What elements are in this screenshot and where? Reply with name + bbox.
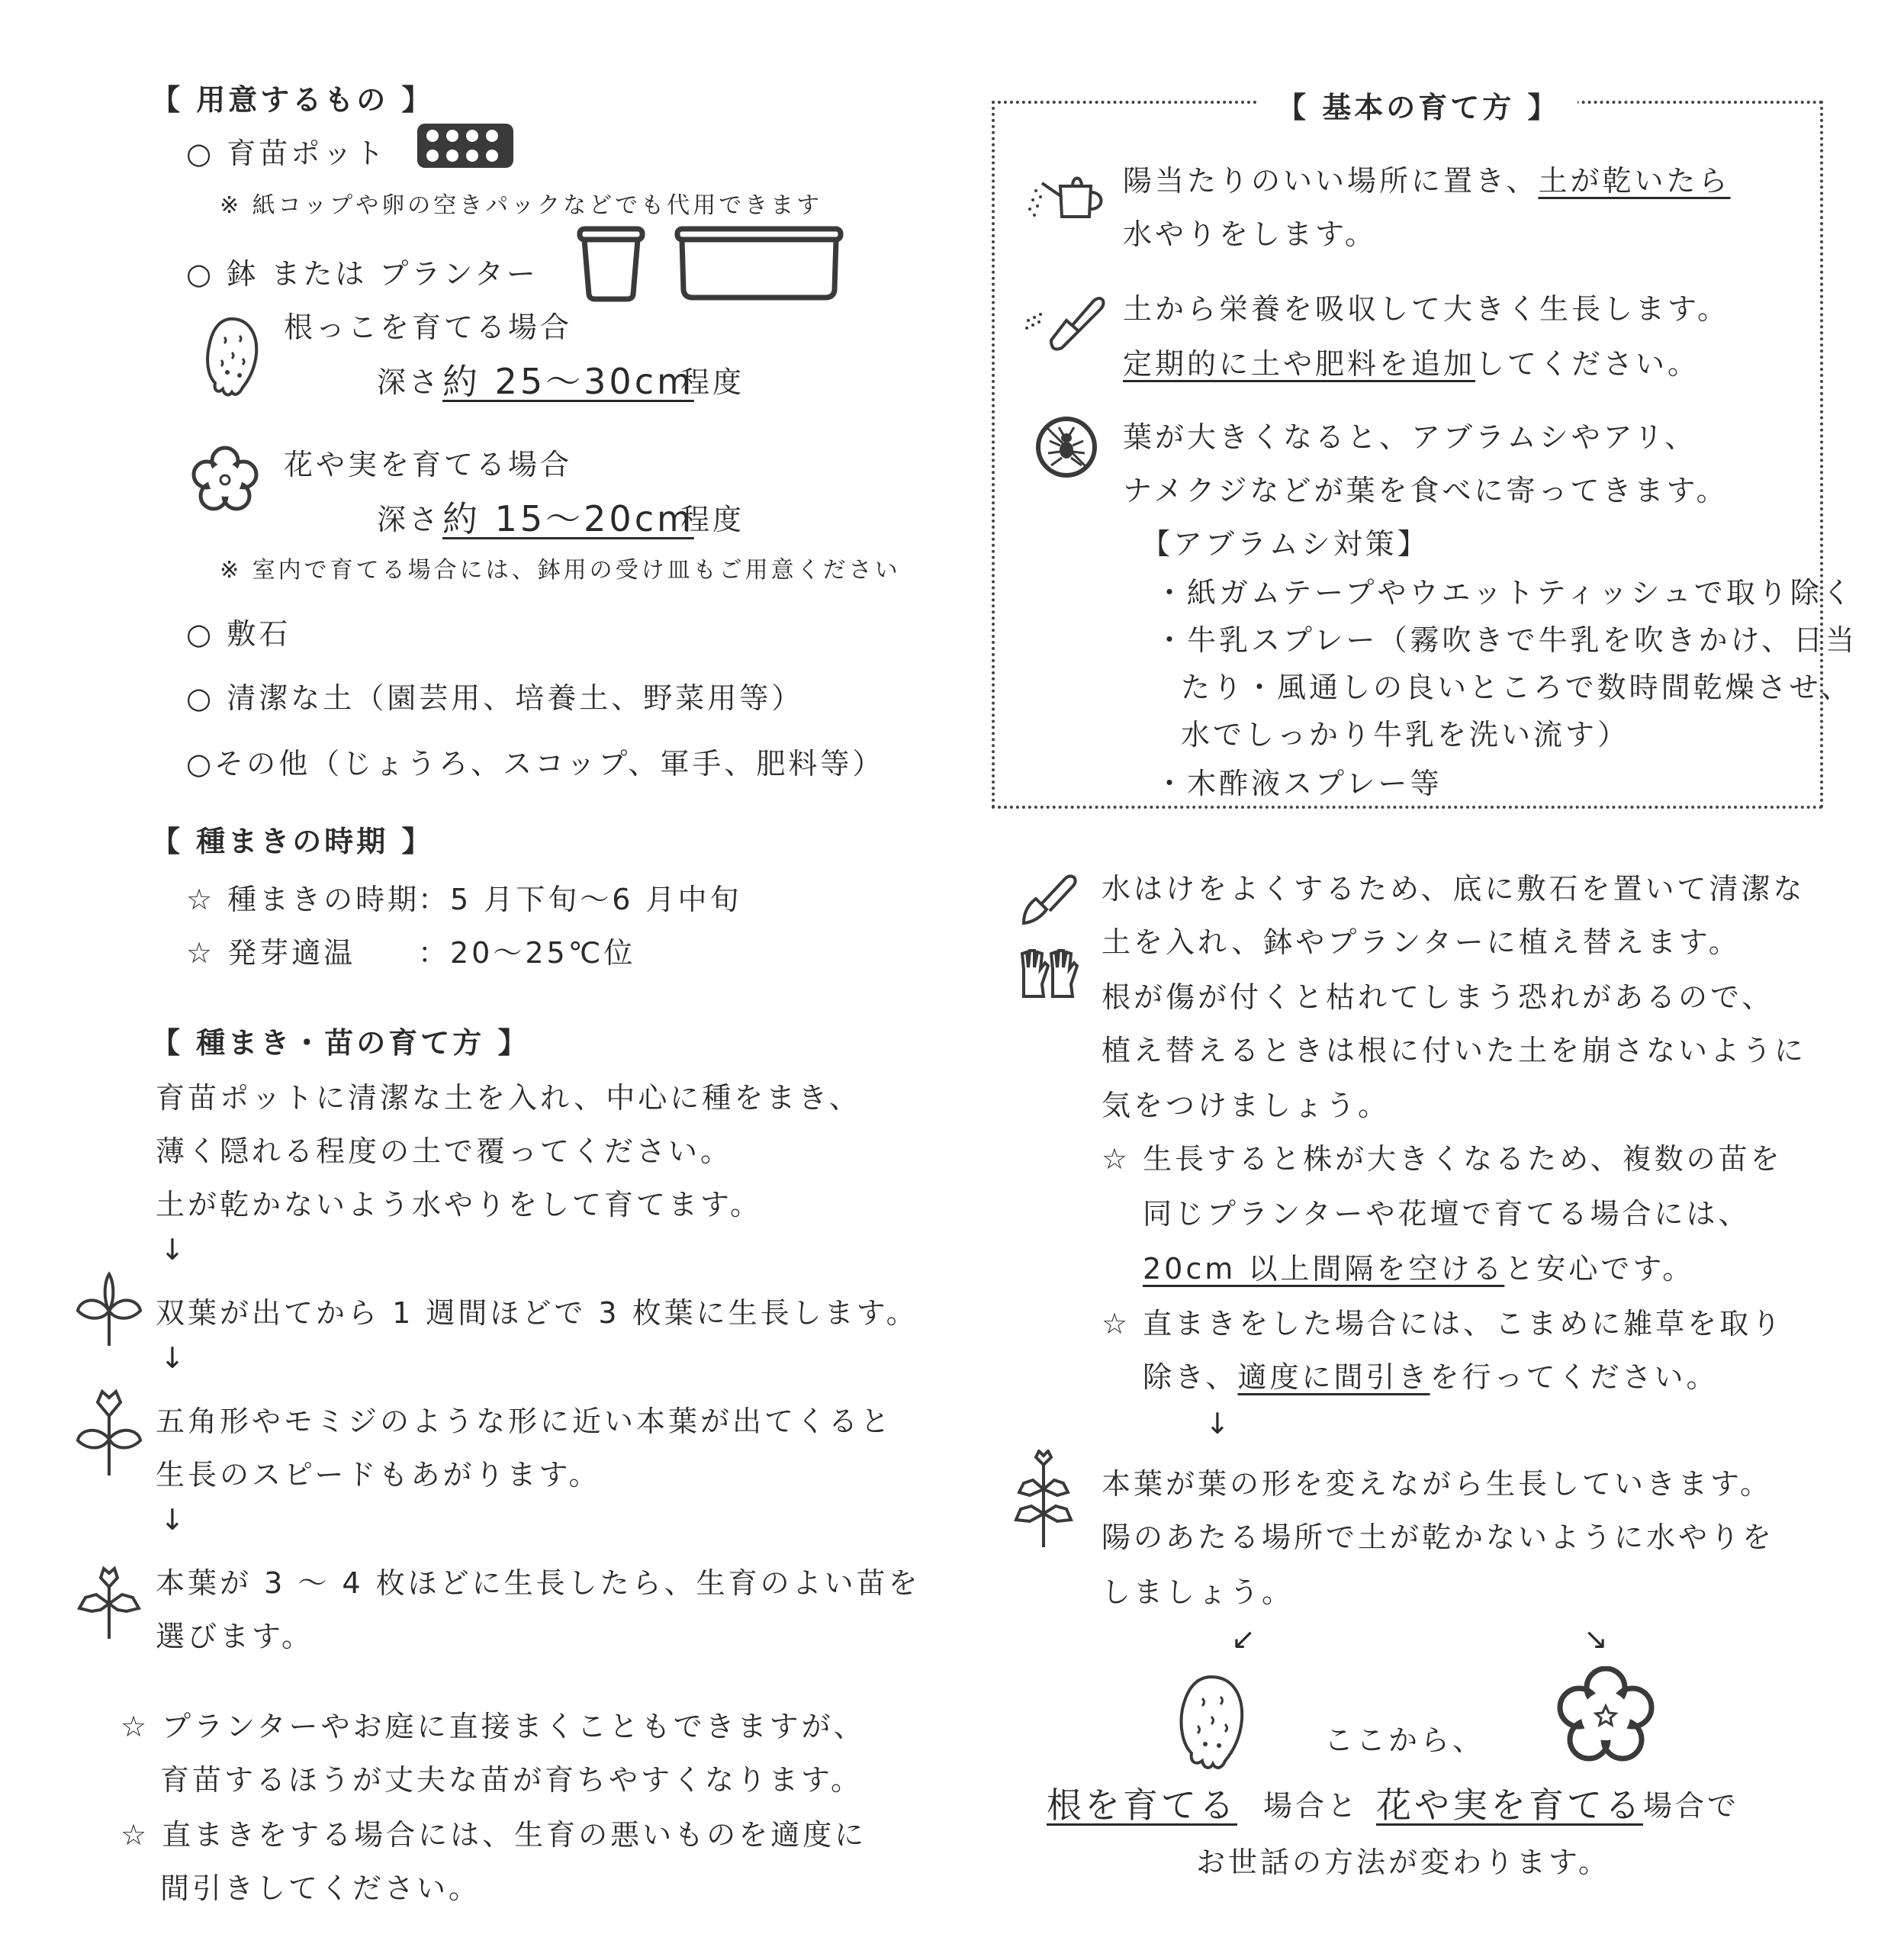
root-care-emphasis: 根を育てる <box>1047 1784 1237 1826</box>
arrow-down-left: ↙ <box>1231 1622 1259 1656</box>
seedling-line-3: 土が乾かないよう水やりをして育てます。 <box>156 1188 762 1221</box>
note-2-line-1: ☆ 直まきをする場合には、生育の悪いものを適度に <box>121 1818 867 1852</box>
item-stones: ○ 敷石 <box>186 617 291 651</box>
down-arrow-2: ↓ <box>160 1341 188 1375</box>
seedling-line-2: 薄く隠れる程度の土で覆ってください。 <box>156 1134 733 1168</box>
flower-depth-value: 約 15～20cm <box>442 498 694 539</box>
care-changes-label: お世話の方法が変わります。 <box>1196 1846 1610 1879</box>
step-2-line-1: 五角形やモミジのような形に近い本葉が出てくると <box>156 1405 893 1438</box>
soil-line-1: 土から栄養を吸収して大きく生長します。 <box>1123 292 1729 326</box>
transplant-line-3: 根が傷が付くと枯れてしまう恐れがあるので、 <box>1102 980 1774 1014</box>
grow-line-1: 本葉が葉の形を変えながら生長していきます。 <box>1102 1467 1772 1501</box>
basic-heading: 【 基本の育て方 】 <box>1259 84 1578 126</box>
watering-can-icon <box>1025 163 1109 232</box>
pot-note: ※ 紙コップや卵の空きパックなどでも代用できます <box>220 192 823 219</box>
spacing-emphasis: 20cm 以上間隔を空ける <box>1143 1252 1505 1286</box>
temp-value: ：20～25℃位 <box>418 936 636 970</box>
root-case-label: 根っこを育てる場合 <box>284 311 573 344</box>
step-2-line-2: 生長のスピードもあがります。 <box>156 1458 601 1492</box>
aphid-heading: 【アブラムシ対策】 <box>1141 527 1430 561</box>
seedling-leaves-icon <box>75 1564 143 1640</box>
down-arrow-4: ↓ <box>1205 1407 1233 1440</box>
case-and-label: 場合と <box>1263 1789 1360 1823</box>
seedling-heading: 【 種まき・苗の育て方 】 <box>151 1026 530 1060</box>
soil-line-2: 定期的に土や肥料を追加してください。 <box>1123 347 1700 381</box>
flower-care-emphasis: 花や実を育てる <box>1376 1784 1643 1826</box>
pot-icon <box>577 226 645 302</box>
spacing-line-1: ☆ 生長すると株が大きくなるため、複数の苗を <box>1102 1142 1783 1176</box>
arrow-down-right: ↘ <box>1584 1622 1611 1656</box>
note-1-line-2: 育苗するほうが丈夫な苗が育ちやすくなります。 <box>160 1763 863 1797</box>
flower-icon <box>1556 1666 1655 1765</box>
spacing-line-3: 20cm 以上間隔を空けると安心です。 <box>1143 1252 1695 1286</box>
gloves-icon <box>1018 946 1082 1001</box>
sow-label: ☆ 種まきの時期 <box>186 883 420 916</box>
root-icon <box>201 314 262 398</box>
aphid-tip-2-line-3: 水でしっかり牛乳を洗い流す） <box>1181 718 1630 751</box>
root-depth-prefix: 深さ <box>377 365 442 399</box>
from-here-label: ここから、 <box>1324 1723 1485 1757</box>
aphid-tip-2-line-2: たり・風通しの良いところで数時間乾燥させ、 <box>1181 671 1853 704</box>
transplant-line-2: 土を入れ、鉢やプランターに植え替えます。 <box>1102 925 1741 959</box>
down-arrow-1: ↓ <box>160 1233 188 1266</box>
two-leaves-icon <box>75 1271 143 1347</box>
root-depth-suffix: 程度 <box>680 365 745 399</box>
indoor-note: ※ 室内で育てる場合には、鉢用の受け皿もご用意ください <box>220 557 901 584</box>
item-planter: ○ 鉢 または プランター <box>186 257 539 291</box>
grow-line-2: 陽のあたる場所で土が乾かないように水やりを <box>1102 1521 1775 1554</box>
item-other: ○その他（じょうろ、スコップ、軍手、肥料等） <box>186 747 885 780</box>
flower-case-label: 花や実を育てる場合 <box>284 448 573 481</box>
weeding-line-2: 除き、適度に間引きを行ってください。 <box>1143 1360 1719 1394</box>
transplant-line-1: 水はけをよくするため、底に敷石を置いて清潔な <box>1102 872 1806 906</box>
seedling-line-1: 育苗ポットに清潔な土を入れ、中心に種をまき、 <box>156 1081 861 1115</box>
aphid-tip-1: ・紙ガムテープやウエットティッシュで取り除く <box>1155 576 1854 610</box>
flower-depth-suffix: 程度 <box>680 503 745 536</box>
seedling-tray-icon <box>416 122 515 169</box>
trowel-icon <box>1021 287 1112 356</box>
grown-plant-icon <box>1013 1450 1074 1549</box>
sow-value: ：5 月下旬～6 月中旬 <box>418 883 742 916</box>
prepare-heading: 【 用意するもの 】 <box>151 83 434 117</box>
step-3-line-2: 選びます。 <box>156 1620 314 1653</box>
planter-icon <box>674 226 844 302</box>
weeding-line-1: ☆ 直まきをした場合には、こまめに雑草を取り <box>1102 1307 1784 1340</box>
step-1: 双葉が出てから 1 週間ほどで 3 枚葉に生長します。 <box>156 1296 918 1330</box>
item-pot: ○ 育苗ポット <box>186 137 388 170</box>
plum-flower-icon <box>191 446 259 514</box>
water-line-2: 水やりをします。 <box>1123 217 1377 251</box>
step-3-line-1: 本葉が 3 ～ 4 枚ほどに生長したら、生育のよい苗を <box>156 1566 921 1600</box>
transplant-line-5: 気をつけましょう。 <box>1102 1089 1391 1122</box>
aphid-tip-3: ・木酢液スプレー等 <box>1155 767 1442 800</box>
fertilize-emphasis: 定期的に土や肥料を追加 <box>1123 347 1476 381</box>
no-insects-icon <box>1034 415 1098 479</box>
grow-line-3: しましょう。 <box>1102 1575 1295 1609</box>
down-arrow-3: ↓ <box>160 1503 188 1537</box>
note-2-line-2: 間引きしてください。 <box>160 1871 481 1905</box>
note-1-line-1: ☆ プランターやお庭に直接まくこともできますが、 <box>121 1710 866 1743</box>
pest-line-1: 葉が大きくなると、アブラムシやアリ、 <box>1123 420 1697 454</box>
pest-line-2: ナメクジなどが葉を食べに寄ってきます。 <box>1123 474 1729 507</box>
true-leaf-icon <box>75 1385 143 1477</box>
case-de-label: 場合で <box>1643 1789 1740 1823</box>
root-vegetable-icon <box>1175 1672 1248 1772</box>
transplant-line-4: 植え替えるときは根に付いた土を崩さないように <box>1102 1034 1807 1067</box>
item-soil: ○ 清潔な土（園芸用、培養土、野菜用等） <box>186 681 804 715</box>
flower-depth-prefix: 深さ <box>377 503 442 536</box>
root-depth-value: 約 25～30cm <box>442 361 694 402</box>
water-dry-emphasis: 土が乾いたら <box>1538 164 1731 198</box>
shovel-icon <box>1019 868 1080 929</box>
aphid-tip-2-line-1: ・牛乳スプレー（霧吹きで牛乳を吹きかけ、日当 <box>1155 623 1857 657</box>
timing-heading: 【 種まきの時期 】 <box>151 825 434 858</box>
water-line-1: 陽当たりのいい場所に置き、土が乾いたら <box>1123 164 1731 198</box>
temp-label: ☆ 発芽適温 <box>186 936 356 970</box>
spacing-line-2: 同じプランターや花壇で育てる場合には、 <box>1143 1197 1751 1231</box>
thinning-emphasis: 適度に間引き <box>1237 1360 1430 1394</box>
